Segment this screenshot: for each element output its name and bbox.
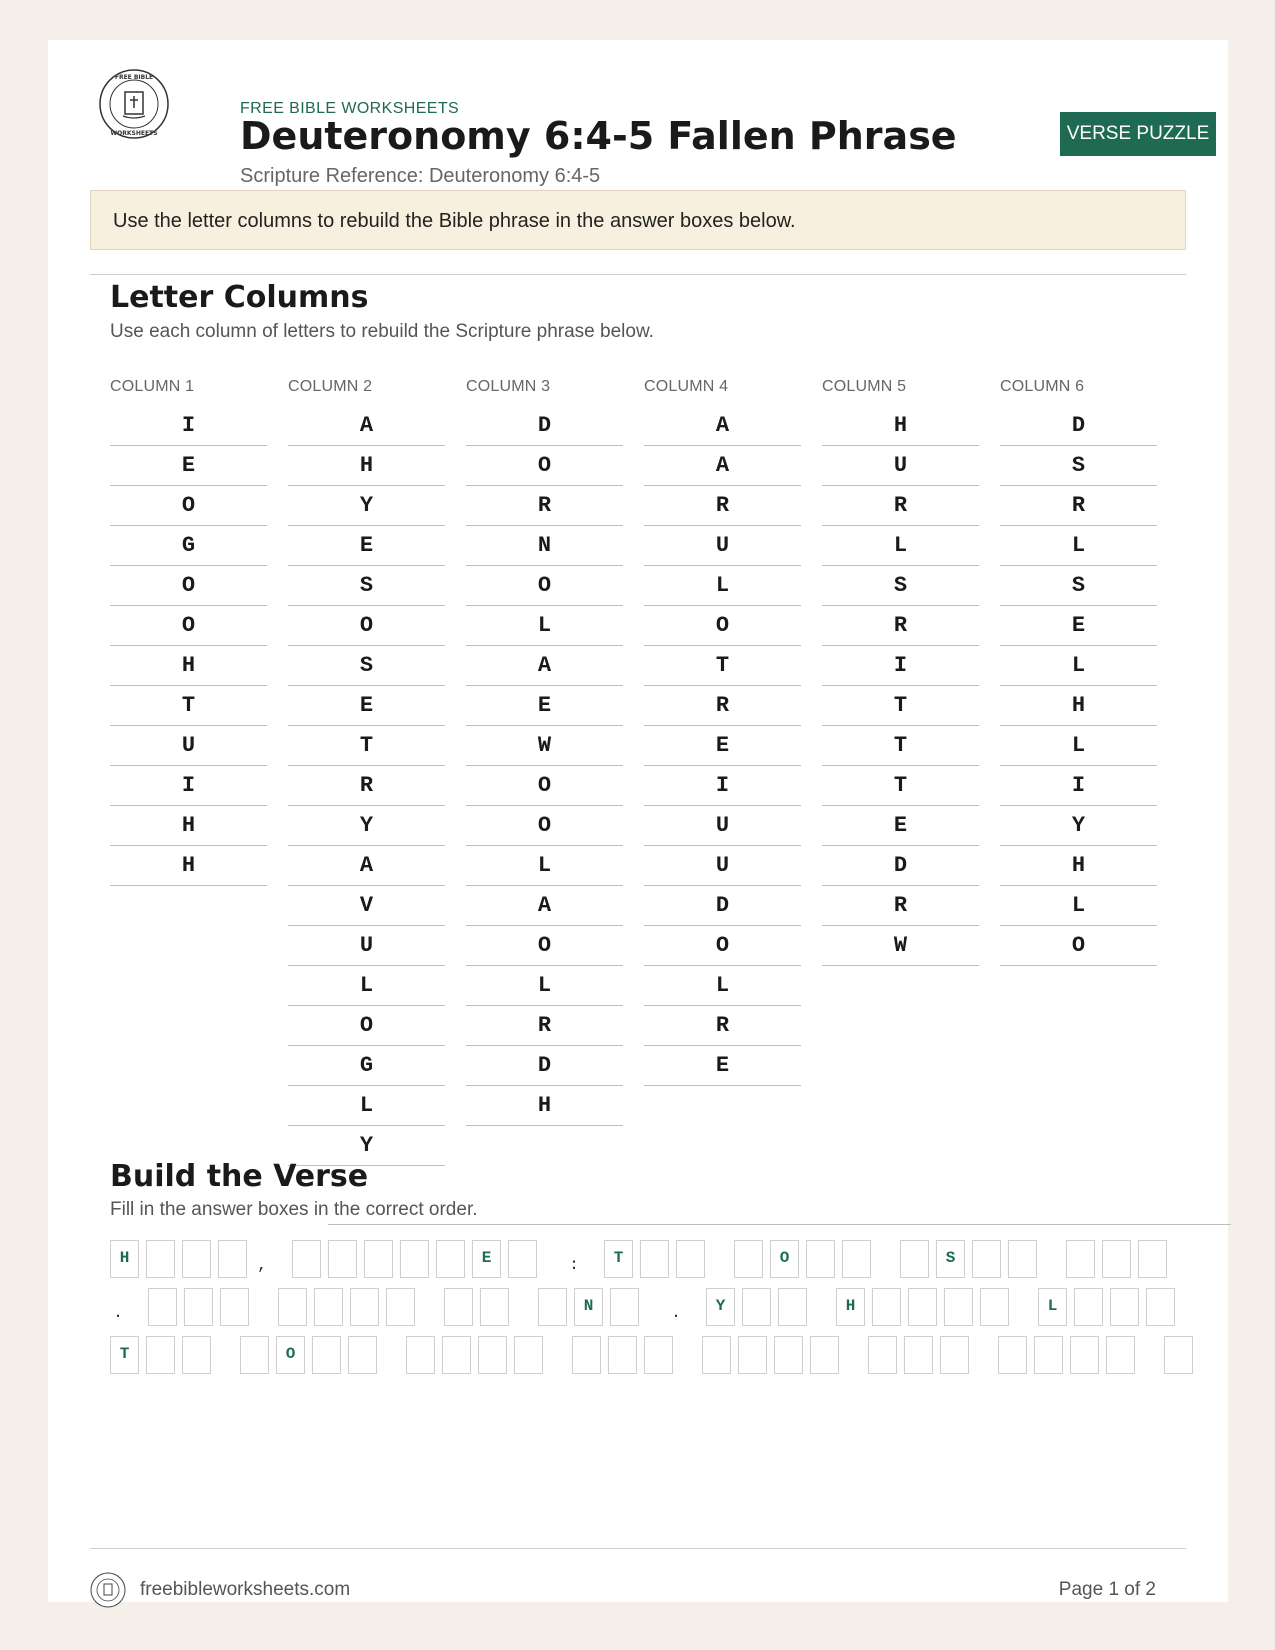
brand-label: FREE BIBLE WORKSHEETS — [240, 100, 460, 117]
column-letter: T — [822, 726, 979, 766]
column-letter: H — [822, 406, 979, 446]
column-letter: O — [644, 926, 801, 966]
column-letter: I — [822, 646, 979, 686]
column-letter: H — [1000, 846, 1157, 886]
answer-box[interactable] — [314, 1288, 343, 1326]
answer-box[interactable] — [1034, 1336, 1063, 1374]
column-letter: O — [288, 606, 445, 646]
answer-box[interactable] — [676, 1240, 705, 1278]
answer-box[interactable]: S — [936, 1240, 965, 1278]
answer-box[interactable] — [480, 1288, 509, 1326]
answer-box[interactable] — [842, 1240, 871, 1278]
column-letter: R — [822, 606, 979, 646]
answer-box[interactable]: N — [574, 1288, 603, 1326]
answer-box[interactable] — [292, 1240, 321, 1278]
answer-box[interactable] — [904, 1336, 933, 1374]
divider — [90, 274, 1186, 275]
answer-box[interactable] — [1008, 1240, 1037, 1278]
bible-logo-icon — [90, 1572, 126, 1608]
answer-box[interactable] — [572, 1336, 601, 1374]
column-letter: Y — [288, 1126, 445, 1166]
answer-box[interactable] — [944, 1288, 973, 1326]
answer-box[interactable] — [278, 1288, 307, 1326]
column-letter: D — [466, 406, 623, 446]
column-letter: O — [466, 446, 623, 486]
column-letter: Y — [1000, 806, 1157, 846]
column-letter: L — [822, 526, 979, 566]
answer-box[interactable] — [868, 1336, 897, 1374]
answer-box[interactable] — [444, 1288, 473, 1326]
column-letter: H — [288, 446, 445, 486]
column-letter: R — [288, 766, 445, 806]
column-letter: L — [288, 1086, 445, 1126]
column-letter: R — [822, 486, 979, 526]
column-letter: H — [466, 1086, 623, 1126]
answer-box[interactable]: E — [472, 1240, 501, 1278]
answer-box[interactable] — [364, 1240, 393, 1278]
column-letter: D — [644, 886, 801, 926]
column-letter: E — [110, 446, 267, 486]
column-letter: U — [644, 526, 801, 566]
column-letter: Y — [288, 806, 445, 846]
answer-box[interactable] — [810, 1336, 839, 1374]
column-letter: I — [644, 766, 801, 806]
column-label: COLUMN 5 — [822, 378, 907, 395]
column-label: COLUMN 3 — [466, 378, 551, 395]
column-letter: E — [288, 686, 445, 726]
column-letter: A — [644, 406, 801, 446]
answer-box[interactable] — [940, 1336, 969, 1374]
column-letter: N — [466, 526, 623, 566]
answer-box[interactable] — [182, 1240, 211, 1278]
answer-box[interactable] — [1106, 1336, 1135, 1374]
column-letter: H — [110, 646, 267, 686]
answer-box[interactable]: L — [1038, 1288, 1067, 1326]
answer-box[interactable] — [182, 1336, 211, 1374]
answer-box[interactable] — [514, 1336, 543, 1374]
answer-box[interactable] — [610, 1288, 639, 1326]
column-letter: E — [1000, 606, 1157, 646]
answer-box[interactable] — [1110, 1288, 1139, 1326]
column-letter: O — [466, 766, 623, 806]
column-letter: L — [288, 966, 445, 1006]
answer-box[interactable] — [774, 1336, 803, 1374]
column-letter: T — [822, 766, 979, 806]
column-letter: E — [644, 726, 801, 766]
column-letter: R — [644, 1006, 801, 1046]
column-letter: A — [466, 886, 623, 926]
answer-punctuation: , — [257, 1256, 267, 1274]
answer-box[interactable]: Y — [706, 1288, 735, 1326]
column-letter: A — [288, 846, 445, 886]
column-letter: E — [288, 526, 445, 566]
column-letter: L — [1000, 526, 1157, 566]
column-letter: S — [288, 646, 445, 686]
answer-box[interactable] — [1066, 1240, 1095, 1278]
answer-box[interactable] — [386, 1288, 415, 1326]
answer-box[interactable] — [1146, 1288, 1175, 1326]
column-letter: O — [466, 926, 623, 966]
answer-box[interactable] — [436, 1240, 465, 1278]
page-number: Page 1 of 2 — [1058, 1579, 1156, 1600]
column-letter: T — [110, 686, 267, 726]
answer-box[interactable] — [184, 1288, 213, 1326]
column-letter: T — [644, 646, 801, 686]
column-letter: E — [466, 686, 623, 726]
column-letter: Y — [288, 486, 445, 526]
answer-box[interactable] — [328, 1240, 357, 1278]
answer-box[interactable] — [442, 1336, 471, 1374]
column-letter: W — [466, 726, 623, 766]
build-verse-title: Build the Verse — [110, 1159, 369, 1194]
column-letter: I — [110, 766, 267, 806]
answer-box[interactable] — [312, 1336, 341, 1374]
column-letter: O — [110, 606, 267, 646]
column-letter: O — [288, 1006, 445, 1046]
footer-site: freebibleworksheets.com — [140, 1579, 351, 1600]
answer-box[interactable] — [348, 1336, 377, 1374]
answer-box[interactable] — [538, 1288, 567, 1326]
answer-box[interactable] — [872, 1288, 901, 1326]
column-letter: O — [466, 806, 623, 846]
column-letter: L — [1000, 646, 1157, 686]
column-letter: S — [288, 566, 445, 606]
answer-box[interactable] — [900, 1240, 929, 1278]
answer-box[interactable]: H — [110, 1240, 139, 1278]
column-letter: V — [288, 886, 445, 926]
column-letter: L — [466, 606, 623, 646]
answer-box[interactable] — [908, 1288, 937, 1326]
header — [98, 68, 1210, 187]
svg-text:FREE BIBLE: FREE BIBLE — [114, 74, 154, 81]
answer-punctuation: : — [569, 1256, 579, 1274]
answer-box[interactable]: H — [836, 1288, 865, 1326]
answer-box[interactable] — [1102, 1240, 1131, 1278]
answer-box[interactable] — [406, 1336, 435, 1374]
answer-box[interactable] — [220, 1288, 249, 1326]
column-letter: R — [466, 486, 623, 526]
column-letter: R — [822, 886, 979, 926]
page-title: Deuteronomy 6:4-5 Fallen Phrase — [240, 114, 957, 158]
answer-box[interactable] — [146, 1336, 175, 1374]
answer-box[interactable] — [742, 1288, 771, 1326]
verse-puzzle-badge: VERSE PUZZLE — [1060, 112, 1216, 156]
instructions-box: Use the letter columns to rebuild the Bible phrase in the answer boxes below. — [90, 190, 1186, 250]
column-letter: U — [644, 846, 801, 886]
column-letter: U — [644, 806, 801, 846]
column-letter: U — [822, 446, 979, 486]
column-letter: D — [1000, 406, 1157, 446]
scripture-reference: Scripture Reference: Deuteronomy 6:4-5 — [240, 165, 601, 187]
answer-box[interactable] — [972, 1240, 1001, 1278]
column-letter: D — [822, 846, 979, 886]
column-letter: L — [466, 846, 623, 886]
column-letter: S — [1000, 566, 1157, 606]
column-letter: O — [1000, 926, 1157, 966]
column-label: COLUMN 4 — [644, 378, 729, 395]
answer-box[interactable] — [640, 1240, 669, 1278]
column-label: COLUMN 2 — [288, 378, 373, 395]
column-letter: H — [110, 806, 267, 846]
answer-box[interactable] — [644, 1336, 673, 1374]
column-letter: G — [288, 1046, 445, 1086]
column-letter: S — [822, 566, 979, 606]
column-letter: E — [644, 1046, 801, 1086]
column-letter: O — [466, 566, 623, 606]
column-letter: S — [1000, 446, 1157, 486]
column-letter: O — [110, 486, 267, 526]
answer-box[interactable] — [508, 1240, 537, 1278]
column-letter: A — [644, 446, 801, 486]
column-letter: U — [288, 926, 445, 966]
answer-box[interactable] — [240, 1336, 269, 1374]
answer-box[interactable] — [702, 1336, 731, 1374]
answer-box[interactable] — [980, 1288, 1009, 1326]
answer-box[interactable] — [1070, 1336, 1099, 1374]
worksheet-page — [48, 40, 1228, 1602]
column-letter: H — [110, 846, 267, 886]
column-letter: L — [1000, 726, 1157, 766]
column-letter: R — [644, 486, 801, 526]
column-label: COLUMN 6 — [1000, 378, 1085, 395]
svg-text:WORKSHEETS: WORKSHEETS — [110, 130, 158, 137]
answer-box[interactable]: O — [770, 1240, 799, 1278]
answer-box[interactable] — [478, 1336, 507, 1374]
answer-box[interactable] — [778, 1288, 807, 1326]
column-letter: D — [466, 1046, 623, 1086]
column-letter: U — [110, 726, 267, 766]
column-letter: I — [1000, 766, 1157, 806]
answer-punctuation: . — [113, 1304, 123, 1322]
answer-box[interactable] — [400, 1240, 429, 1278]
column-letter: T — [288, 726, 445, 766]
answer-box[interactable] — [1138, 1240, 1167, 1278]
answer-box[interactable]: T — [110, 1336, 139, 1374]
column-letter: I — [110, 406, 267, 446]
column-letter: T — [822, 686, 979, 726]
footer-divider — [90, 1548, 1186, 1549]
column-letter: O — [644, 606, 801, 646]
column-letter: E — [822, 806, 979, 846]
section-divider — [328, 1224, 1231, 1225]
answer-box[interactable] — [998, 1336, 1027, 1374]
column-letter: L — [1000, 886, 1157, 926]
letter-columns-subtitle: Use each column of letters to rebuild the Scripture phrase below. — [110, 321, 654, 342]
answer-box[interactable] — [218, 1240, 247, 1278]
column-letter: H — [1000, 686, 1157, 726]
column-letter: A — [288, 406, 445, 446]
answer-box[interactable] — [734, 1240, 763, 1278]
column-letter: L — [466, 966, 623, 1006]
column-letter: O — [110, 566, 267, 606]
column-letter: R — [644, 686, 801, 726]
column-letter: L — [644, 566, 801, 606]
bible-logo-icon — [98, 68, 170, 140]
column-letter: A — [466, 646, 623, 686]
answer-box[interactable] — [350, 1288, 379, 1326]
column-letter: R — [466, 1006, 623, 1046]
column-letter: G — [110, 526, 267, 566]
answer-punctuation: . — [671, 1304, 681, 1322]
column-letter: W — [822, 926, 979, 966]
answer-box[interactable] — [1074, 1288, 1103, 1326]
column-letter: R — [1000, 486, 1157, 526]
answer-box[interactable] — [146, 1240, 175, 1278]
answer-box[interactable] — [738, 1336, 767, 1374]
column-letter: L — [644, 966, 801, 1006]
answer-box[interactable] — [148, 1288, 177, 1326]
answer-box[interactable]: T — [604, 1240, 633, 1278]
letter-columns-title: Letter Columns — [110, 280, 369, 315]
answer-box[interactable]: O — [276, 1336, 305, 1374]
build-verse-subtitle: Fill in the answer boxes in the correct order. — [110, 1199, 478, 1220]
answer-box[interactable] — [608, 1336, 637, 1374]
column-label: COLUMN 1 — [110, 378, 195, 395]
answer-box[interactable] — [806, 1240, 835, 1278]
answer-box[interactable] — [1164, 1336, 1193, 1374]
